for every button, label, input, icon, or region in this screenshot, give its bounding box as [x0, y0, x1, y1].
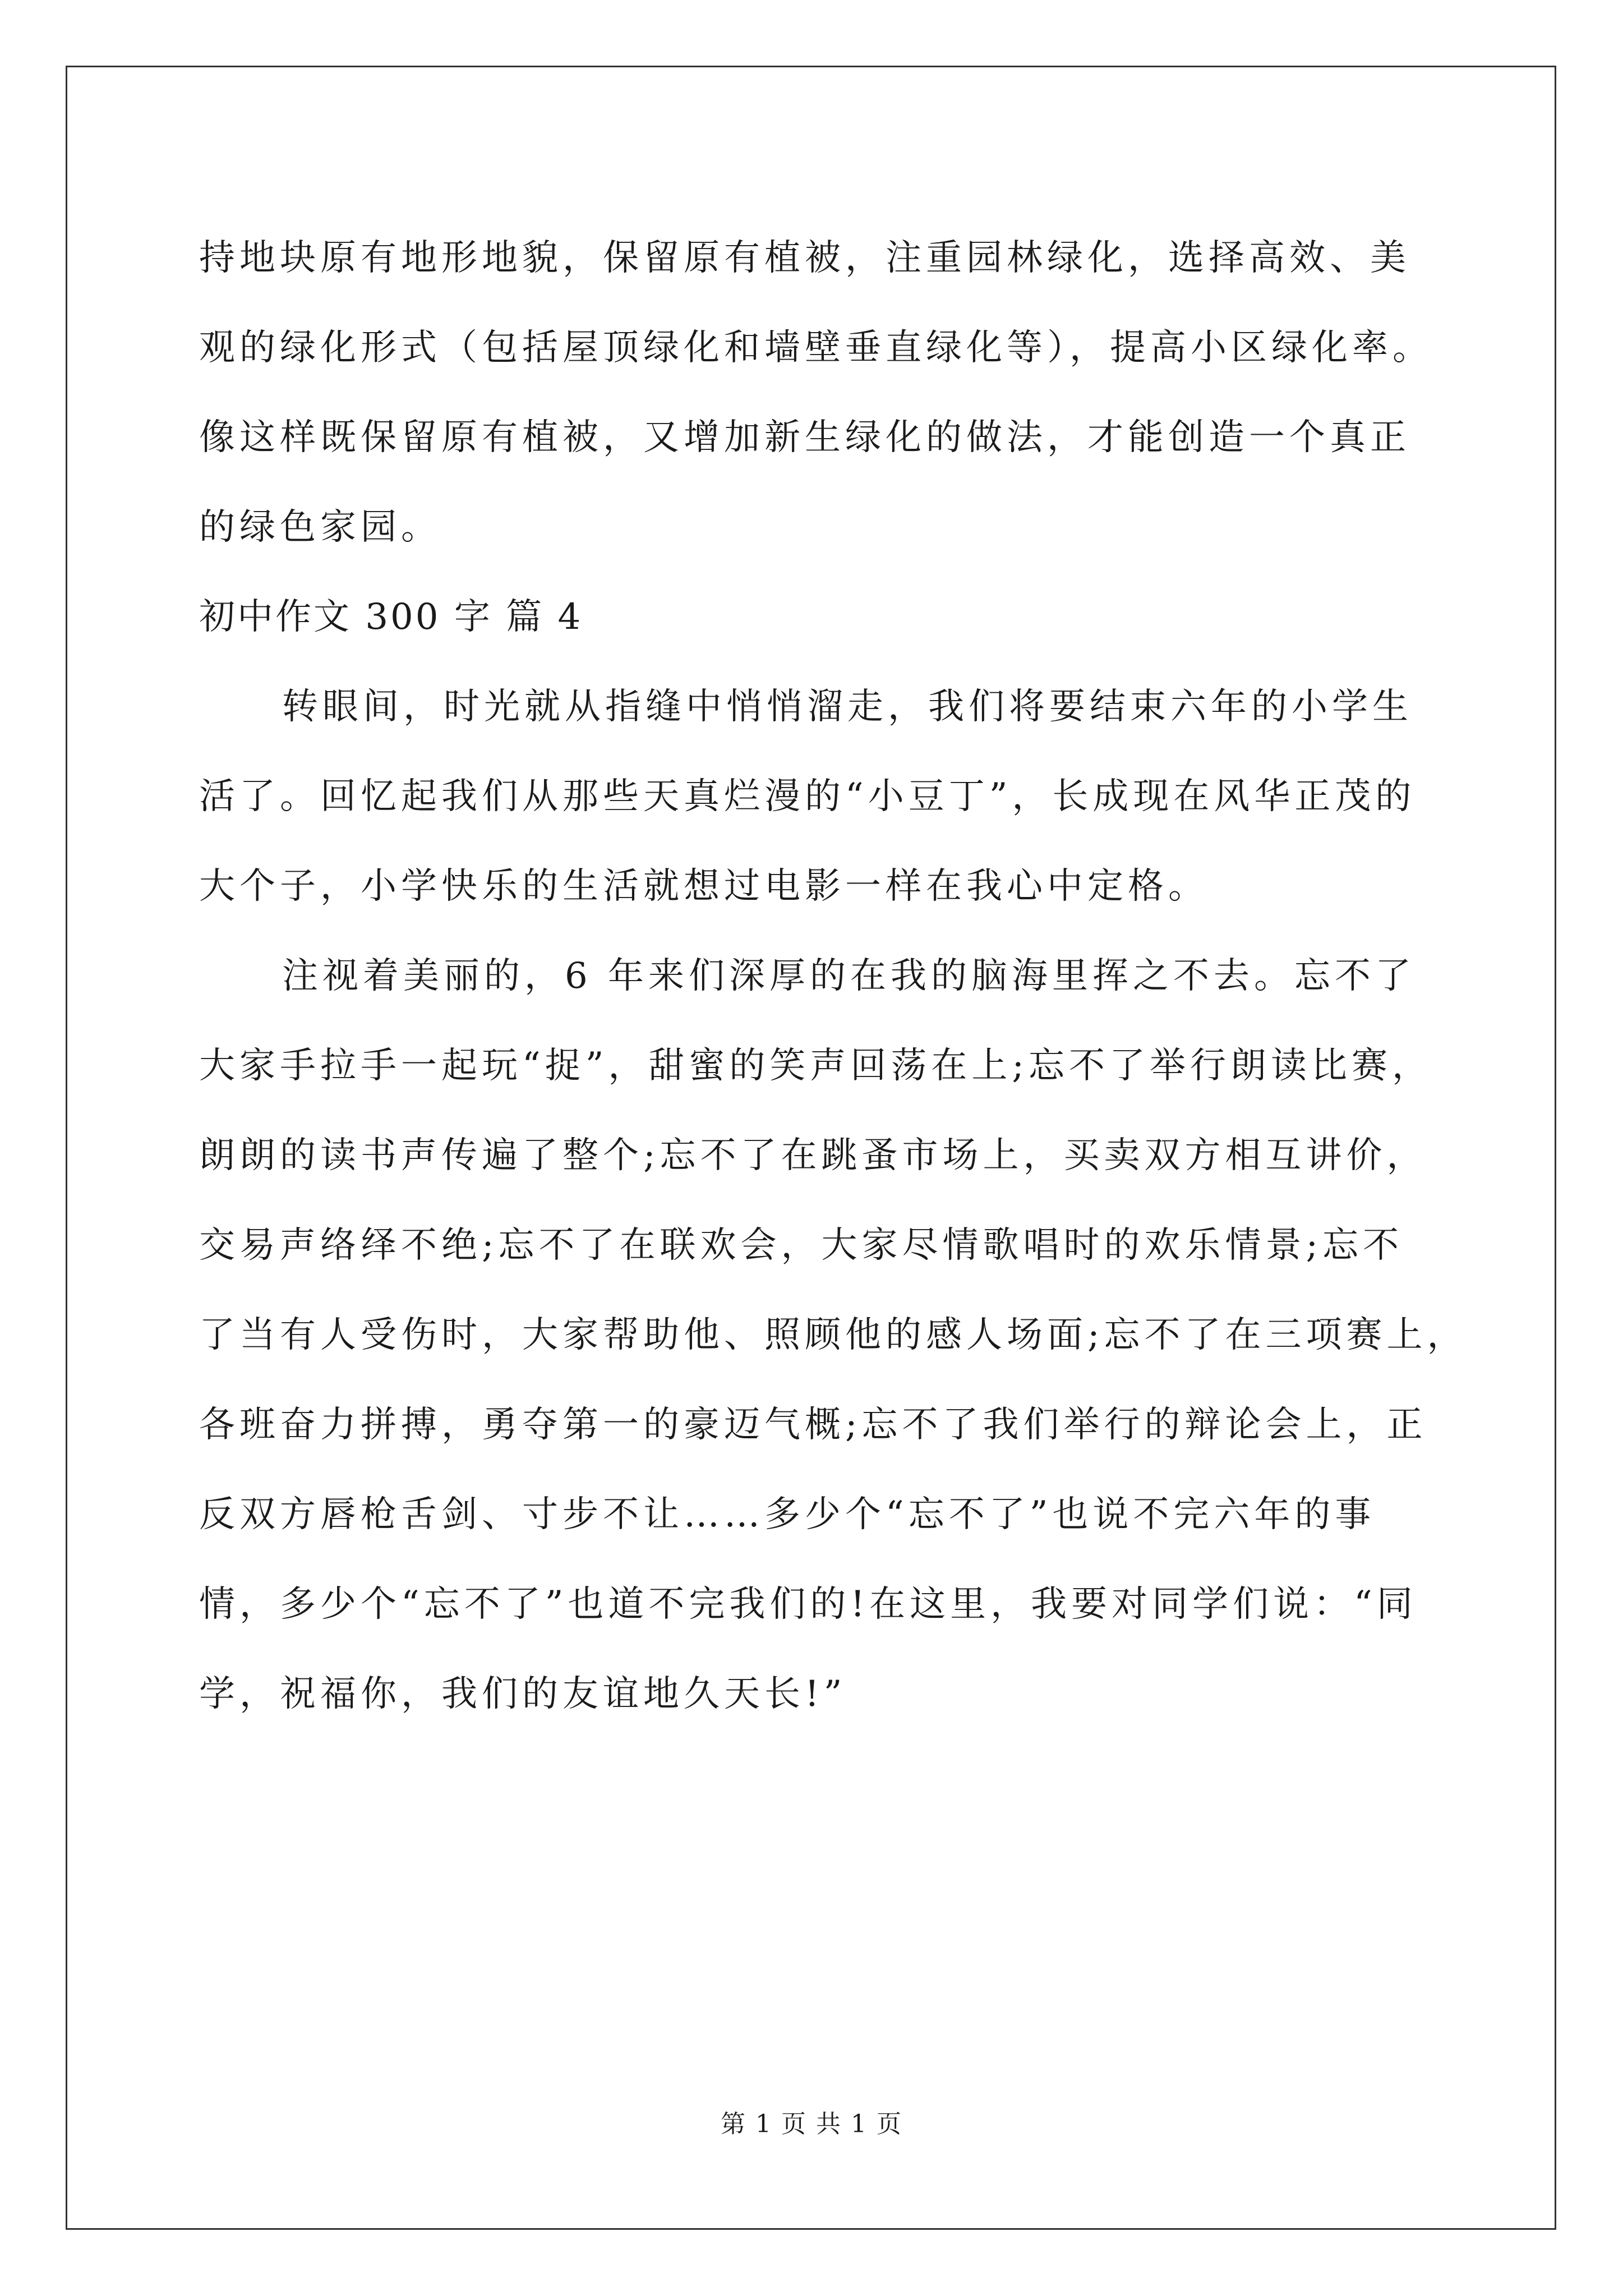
text-line: 像这样既保留原有植被，又增加新生绿化的做法，才能创造一个真正 — [199, 417, 1410, 458]
text-line: 注视着美丽的，6 年来们深厚的在我的脑海里挥之不去。忘不了 — [282, 955, 1416, 997]
text-line: 活了。回忆起我们从那些天真烂漫的“小豆丁”，长成现在风华正茂的 — [199, 776, 1416, 817]
text-line: 了当有人受伤时，大家帮助他、照顾他的感人场面;忘不了在三项赛上， — [199, 1314, 1468, 1356]
paragraph-1 — [199, 662, 1433, 931]
text-line: 大家手拉手一起玩“捉”，甜蜜的笑声回荡在上;忘不了举行朗读比赛， — [199, 1045, 1432, 1087]
text-line: 转眼间，时光就从指缝中悄悄溜走，我们将要结束六年的小学生 — [282, 686, 1413, 728]
text-line: 持地块原有地形地貌，保留原有植被，注重园林绿化，选择高效、美 — [199, 237, 1410, 279]
paragraph-continuation — [199, 213, 1433, 572]
text-line: 反双方唇枪舌剑、寸步不让……多少个“忘不了”也说不完六年的事 — [199, 1494, 1376, 1535]
text-line: 情，多少个“忘不了”也道不完我们的!在这里，我要对同学们说：“同 — [199, 1584, 1417, 1625]
document-body — [199, 213, 1468, 1739]
text-line: 大个子，小学快乐的生活就想过电影一样在我心中定格。 — [199, 866, 1209, 907]
text-line: 学，祝福你，我们的友谊地久天长!” — [199, 1673, 847, 1715]
text-line: 观的绿化形式（包括屋顶绿化和墙壁垂直绿化等），提高小区绿化率。 — [199, 327, 1433, 369]
paragraph-2 — [199, 931, 1468, 1739]
text-line: 的绿色家园。 — [199, 507, 441, 548]
text-line: 朗朗的读书声传遍了整个;忘不了在跳蚤市场上，买卖双方相互讲价， — [199, 1135, 1427, 1176]
section-title: 初中作文 300 字 篇 4 — [199, 596, 583, 638]
text-line: 交易声络绎不绝;忘不了在联欢会，大家尽情歌唱时的欢乐情景;忘不 — [199, 1225, 1404, 1266]
page-footer: 第 1 页 共 1 页 — [721, 2110, 902, 2138]
text-line: 各班奋力拼搏，勇夺第一的豪迈气概;忘不了我们举行的辩论会上，正 — [199, 1404, 1427, 1446]
